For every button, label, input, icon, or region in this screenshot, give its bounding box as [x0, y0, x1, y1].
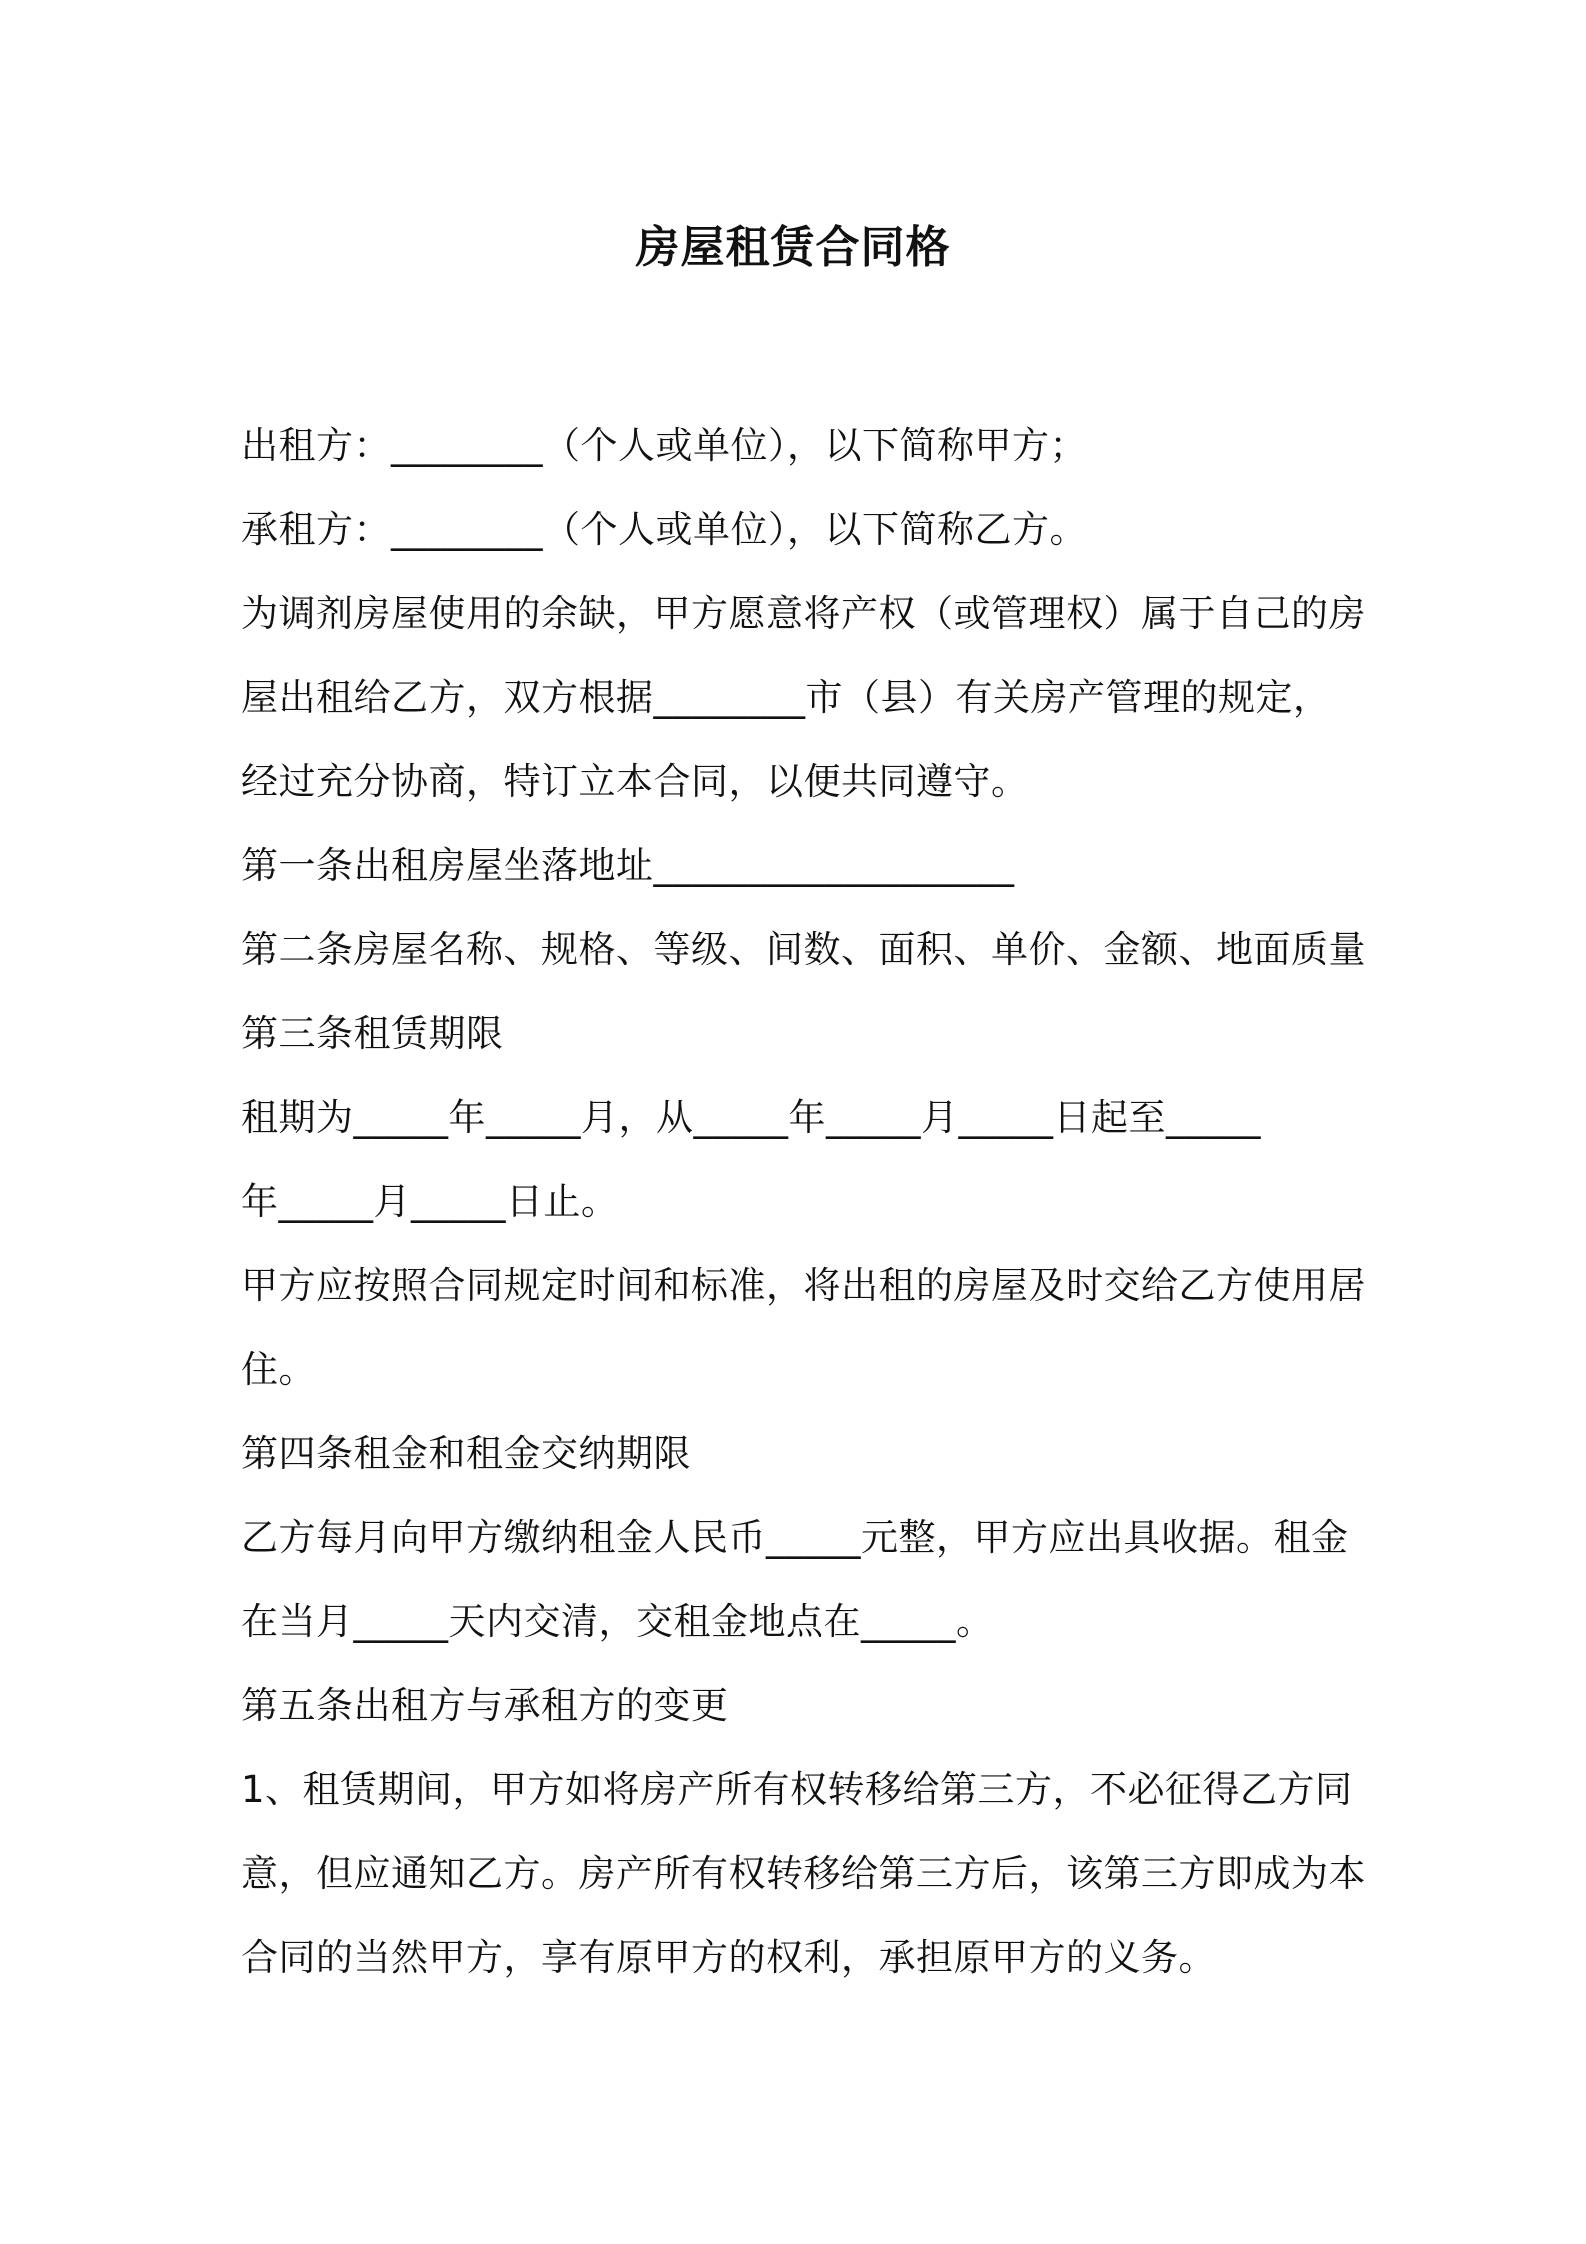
text-line: 意，但应通知乙方。房产所有权转移给第三方后，该第三方即成为本: [241, 1852, 1366, 1895]
text-line: 第三条租赁期限: [241, 1012, 504, 1055]
text-line: 第五条出租方与承租方的变更: [241, 1684, 729, 1727]
text-line: 甲方应按照合同规定时间和标准，将出租的房屋及时交给乙方使用居: [241, 1264, 1366, 1307]
text-line: 1、租赁期间，甲方如将房产所有权转移给第三方，不必征得乙方同: [241, 1768, 1353, 1811]
text-line: 乙方每月向甲方缴纳租金人民币_____元整，甲方应出具收据。租金: [241, 1516, 1349, 1559]
document-title: 房屋租赁合同格: [635, 222, 951, 273]
text-line: 第二条房屋名称、规格、等级、间数、面积、单价、金额、地面质量: [241, 928, 1366, 971]
text-line: 为调剂房屋使用的余缺，甲方愿意将产权（或管理权）属于自己的房: [241, 592, 1366, 635]
text-line: 第一条出租房屋坐落地址___________________: [241, 844, 1015, 887]
text-line: 在当月_____天内交清，交租金地点在_____。: [241, 1600, 994, 1643]
text-line: 出租方：________（个人或单位），以下简称甲方；: [241, 424, 1087, 467]
text-line: 第四条租金和租金交纳期限: [241, 1432, 691, 1475]
text-line: 承租方：________（个人或单位），以下简称乙方。: [241, 508, 1087, 551]
document-body: [241, 404, 1366, 2000]
text-line: 租期为_____年_____月，从_____年_____月_____日起至_____: [241, 1096, 1261, 1139]
text-line: 合同的当然甲方，享有原甲方的权利，承担原甲方的义务。: [241, 1936, 1216, 1979]
text-line: 年_____月_____日止。: [241, 1180, 619, 1223]
text-line: 屋出租给乙方，双方根据________市（县）有关房产管理的规定，: [241, 676, 1331, 719]
text-line: 住。: [241, 1348, 316, 1391]
text-line: 经过充分协商，特订立本合同，以便共同遵守。: [241, 760, 1029, 803]
